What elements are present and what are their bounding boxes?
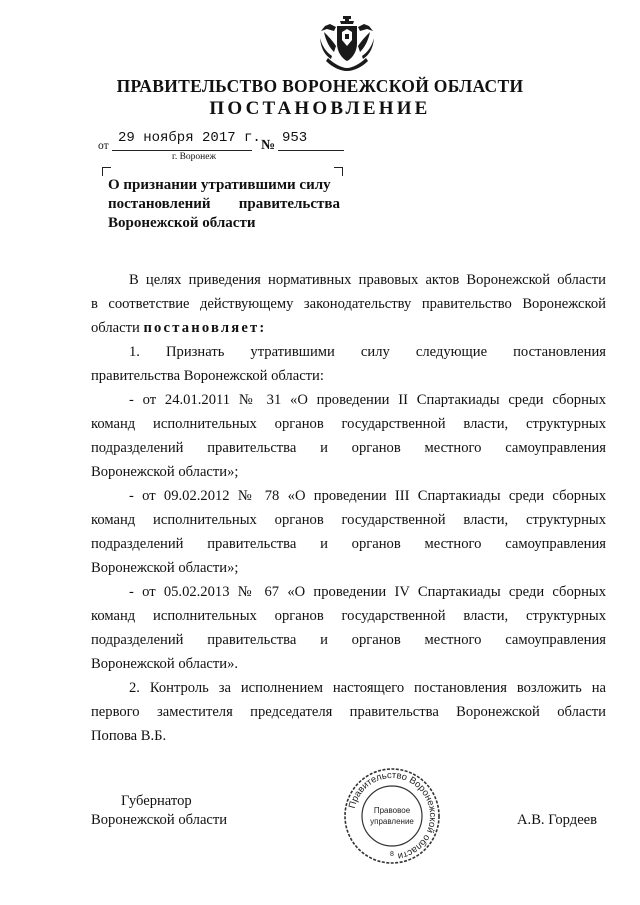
body-line: 2. Контроль за исполнением настоящего постановления возложить на <box>129 680 606 696</box>
document-type: ПОСТАНОВЛЕНИЕ <box>209 98 431 119</box>
body-line: Воронежской области». <box>91 656 239 672</box>
title-line: Воронежской области <box>108 215 256 231</box>
document-date: 29 ноября 2017 г. <box>118 130 261 146</box>
body-line: Воронежской области»; <box>91 560 239 576</box>
body-line: правительства Воронежской области: <box>91 368 324 384</box>
organization-name: ПРАВИТЕЛЬСТВО ВОРОНЕЖСКОЙ ОБЛАСТИ <box>116 76 524 96</box>
body-line <box>91 316 606 340</box>
body-line: - от 24.01.2011 № 31 «О проведении II Спартакиады среди сборных <box>129 392 606 408</box>
body-line: команд исполнительных органов государственной власти, структурных <box>91 608 606 624</box>
body-line: подразделений правительства и органов местного самоуправления <box>91 632 606 648</box>
date-underline <box>112 150 252 151</box>
resolves-word: постановляет: <box>143 320 267 336</box>
stamp-center-line2: управление <box>370 817 414 826</box>
body-line: Воронежской области»; <box>91 464 239 480</box>
body-line: - от 09.02.2012 № 78 «О проведении III Спартакиады среди сборных <box>129 488 606 504</box>
stamp-ring-text: Правительство Воронежской области <box>346 769 439 862</box>
legal-department-stamp <box>342 766 442 866</box>
number-underline <box>278 150 344 151</box>
body-line: команд исполнительных органов государственной власти, структурных <box>91 512 606 528</box>
number-prefix: № <box>261 138 276 153</box>
body-line: Попова В.Б. <box>91 728 167 744</box>
body-line: команд исполнительных органов государственной власти, структурных <box>91 416 606 432</box>
date-prefix: от <box>98 140 109 152</box>
stamp-bottom-mark: 8 <box>390 851 394 858</box>
body-line: первого заместителя председателя правительства Воронежской области <box>91 704 606 720</box>
title-line: О признании утратившими силу <box>108 177 331 193</box>
body-text: области <box>91 320 144 336</box>
body-line: в соответствие действующему законодательству правительство Воронежской <box>91 296 606 312</box>
signatory-position-line1: Губернатор <box>121 793 192 809</box>
signatory-position-line2: Воронежской области <box>91 812 228 828</box>
document-title <box>108 176 340 233</box>
body-line: - от 05.02.2013 № 67 «О проведении IV Спартакиады среди сборных <box>129 584 606 600</box>
title-line: постановлений правительства <box>108 196 340 212</box>
document-number: 953 <box>282 130 308 146</box>
stamp-center-line1: Правовое <box>373 806 411 815</box>
title-corner-left <box>102 167 111 176</box>
body-line: подразделений правительства и органов местного самоуправления <box>91 440 606 456</box>
body-line: 1. Признать утратившими силу следующие постановления <box>129 344 606 360</box>
coat-of-arms-emblem <box>316 14 378 72</box>
body-line: подразделений правительства и органов местного самоуправления <box>91 536 606 552</box>
body-line: В целях приведения нормативных правовых актов Воронежской области <box>129 272 606 288</box>
title-corner-right <box>334 167 343 176</box>
city-label: г. Воронеж <box>172 152 217 162</box>
signatory-name: А.В. Гордеев <box>517 812 598 828</box>
